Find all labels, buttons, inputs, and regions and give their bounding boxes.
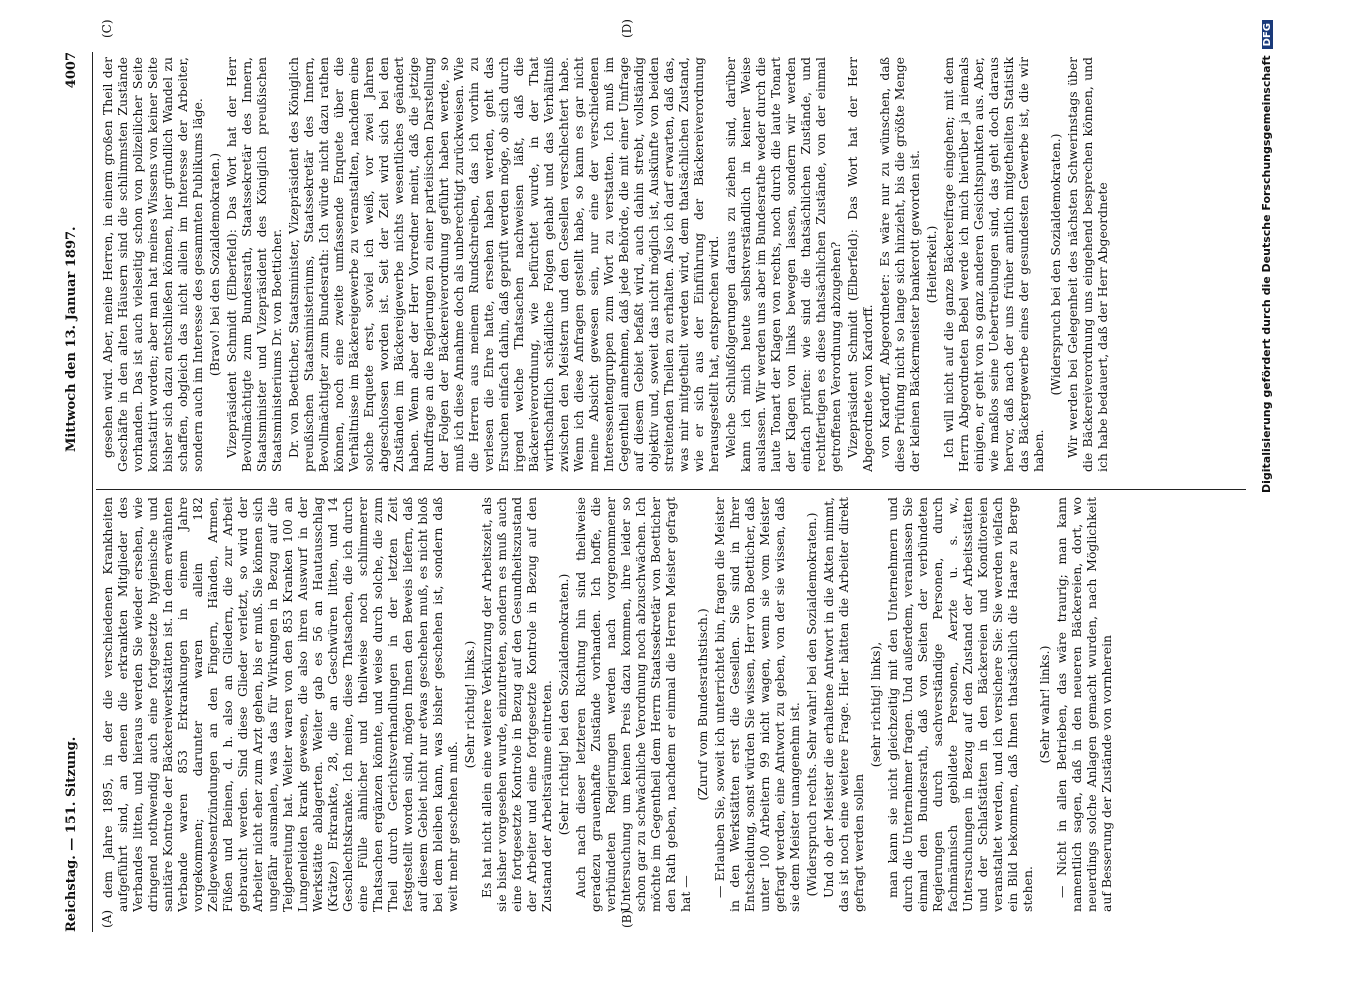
header-session: Reichstag. — 151. Sitzung. bbox=[64, 736, 79, 932]
paragraph: dem Jahre 1895, in der die verschiedenen Krankheiten aufgeführt sind, an denen die erkrankten Mitglieder des Verbandes litten, und hieraus werden Sie wieder ersehen, wie dringend nothwendig auch eine fortgesetzte hygienische und sanitäre Kontrole der Bäckereiwerkstätten ist. In dem erwähnten Verbande waren 853 Erkrankungen in einem Jahre vorgekommen; darunter waren allein 182 Zellgewebsentzündungen an den Fingern, Händen, Armen, Füßen und Beinen, d. h. also an Gliedern, die zur Arbeit gebraucht werden. Sind diese Glieder verletzt, so wird der Arbeiter nicht eher zum Arzt gehen, bis er muß. Sie können sich ungefähr ausmalen, was das für Wirkungen in Bezug auf die Teigbereitung hat. Weiter waren von den 853 Kranken 100 an Lungenleiden krank gewesen, die also ihren Auswurf in der Werkstätte ablagerten. Weiter gab es 56 an Hautausschlag (Krätze) Erkrankte, 28, die an Geschwüren litten, und 14 Geschlechtskranke. Ich meine, diese Thatsachen, die ich durch eine Fülle ähnlicher und theilweise noch schlimmerer Thatsachen ergänzen könnte, und weise durch solche, die zum Theil durch Gerichtsverhandlungen in der letzten Zeit festgestellt worden sind, mögen Ihnen den Beweis liefern, daß auf diesem Gebiet nicht nur etwas geschehen muß, es nicht bloß bei dem bleiben kann, was bisher geschehen ist, sondern daß weit mehr geschehen muß. bbox=[100, 497, 460, 912]
paragraph: Wir werden bei Gelegenheit des nächsten Schwerinstags über die Bäckereiverordnung uns eingehend besprechen können, und ich habe bedauert, daß der Herr Abgeordnete bbox=[1065, 57, 1110, 472]
paragraph: Dr. von Boetticher, Staatsminister, Vizepräsident des Königlich preußischen Staatsministeriums, Staatssekretär des Innern, Bevollmächtigter zum Bundesrath: Ich würde nicht dazu rathen können, noch eine zweite umfassende Enquete über die Verhältnisse im Bäckereigewerbe zu veranstalten, nachdem eine solche Enquete erst, soviel ich weiß, vor zwei Jahren abgeschlossen worden ist. Seit der Zeit wird sich bei den Zuständen im Bäckereigewerbe nichts wesentliches geändert haben. Wenn aber der Herr Vorredner meint, daß die jetzige Rundfrage an die Regierungen zu einer parteiischen Darstellung der Folgen der Bäckereiverordnung geführt haben werde, so muß ich diese Annahme doch als unberechtigt zurückweisen. Wie die Herren aus meinem Rundschreiben, das ich vorhin zu verlesen die Ehre hatte, ersehen haben werden, geht das Ersuchen einfach dahin, daß geprüft werden möge, ob sich durch irgend welche Thatsachen nachweisen läßt, daß die Bäckereiverordnung, wie befürchtet wurde, in der That wirthschaftlich schädliche Folgen gehabt und das Verhältniß zwischen den Meistern und den Gesellen verschlechtert habe. Wenn ich diese Anfragen gestellt habe, so kann es gar nicht meine Absicht gewesen sein, nur eine der verschiedenen Interessentengruppen zum Wort zu verstatten. Ich muß im Gegentheil annehmen, daß jede Behörde, die mit einer Umfrage auf diesem Gebiet befaßt wird, auch dahin strebt, vollständig objektiv und, soweit das nicht möglich ist, Auskünfte von beiden streitenden Theilen zu erhalten. Also ich darf erwarten, daß das, was mir mitgetheilt werden wird, dem thatsächlichen Zustand, wie er sich aus der Einführung der Bäckereiverordnung herausgestellt hat, entsprechen wird. bbox=[286, 57, 721, 472]
interjection: (Sehr wahr! links.) bbox=[1037, 645, 1052, 764]
header-page-number: 4007 bbox=[64, 52, 79, 89]
footer-text: Digitalisierung gefördert durch die Deutsche Forschungsgemeinschaft bbox=[1260, 55, 1273, 494]
page-header bbox=[58, 52, 88, 932]
digitization-footer bbox=[1260, 20, 1280, 900]
interjection: (Sehr richtig! bei den Sozialdemokraten.) bbox=[556, 573, 571, 836]
margin-mark-b: (B) bbox=[620, 909, 634, 928]
paragraph: Und ob der Meister die erhaltene Antwort in die Akten nimmt, das ist noch eine weitere Frage. Hier hätten die Arbeiter direkt gefragt werden sollen bbox=[821, 497, 866, 912]
paragraph: Ich will nicht auf die ganze Bäckereifrage eingehen; mit dem Herrn Abgeordneten Bebel werde ich mich hierüber ja niemals einigen, er geht von so ganz anderen Gesichtspunkten aus. Aber, wie maßlos seine Uebertreibungen sind, das geht doch daraus hervor, daß nach der uns früher amtlich mitgetheilten Statistik das Bäckergewerbe eines der gesundesten Gewerbe ist, die wir haben. bbox=[941, 57, 1046, 472]
paragraph: gesehen wird. Aber, meine Herren, in einem großen Theil der Geschäfte in den alten Häusern sind die schlimmsten Zustände vorhanden. Das ist auch vielseitig schon von polizeilicher Seite konstatirt worden; aber man hat meines Wissens von keiner Seite bisher sich dazu entschließen können, hier gründlich Wandel zu schaffen, obgleich das nicht allein im Interesse der Arbeiter, sondern auch im Interesse des gesammten Publikums läge. bbox=[100, 57, 205, 472]
paragraph: Welche Schlußfolgerungen daraus zu ziehen sind, darüber kann ich mich heute selbstverständlich in keiner Weise auslassen. Wir werden uns aber im Bundesrathe weder durch die laute Tonart der Klagen von rechts, noch durch die laute Tonart der Klagen von links bewegen lassen, sondern wir werden einfach prüfen: wie sind die thatsächlichen Zustände, und rechtfertigen es diese thatsächlichen Zustände, von der einmal getroffenen Verordnung abzugehen? bbox=[723, 57, 843, 472]
right-column bbox=[100, 57, 1240, 472]
interjection: (Heiterkeit.) bbox=[924, 225, 939, 304]
interjection: (Zuruf vom Bundesrathstisch.) bbox=[695, 608, 710, 801]
left-column bbox=[100, 497, 1240, 912]
margin-mark-a: (A) bbox=[100, 909, 114, 928]
paragraph: Vizepräsident Schmidt (Elberfeld): Das Wort hat der Herr Bevollmächtigte zum Bundesrath, Staatssekretär des Innern, Staatsminister und Vizepräsident des Königlich preußischen Staatsministeriums Dr. von Boetticher. bbox=[224, 57, 284, 472]
interjection: (Sehr richtig! links.) bbox=[462, 640, 477, 769]
header-rule bbox=[92, 52, 93, 932]
paragraph: — Erlauben Sie, soweit ich unterrichtet bin, fragen die Meister in den Werkstätten erst die Gesellen. Sie sind in Ihrer Entscheidung, sonst würden Sie wissen, Herr von Boetticher, daß unter 100 Arbeitern 99 nicht wagen, wenn sie vom Meister gefragt werden, eine Antwort zu geben, von der sie wissen, daß sie dem Meister unangenehm ist. bbox=[712, 497, 802, 912]
margin-mark-c: (C) bbox=[100, 19, 114, 38]
paragraph: von Kardorff, Abgeordneter: Es wäre nur zu wünschen, daß diese Prüfung nicht so lange sich hinzieht, bis die größte Menge der kleinen Bäckermeister bankerott geworden ist. bbox=[877, 57, 922, 472]
column-separator bbox=[96, 489, 1246, 490]
paragraph: — Nicht in allen Betrieben, das wäre traurig; man kann namentlich sagen, daß in den neueren Bäckereien, dort, wo neuerdings solche Anlagen gemacht wurden, nach Möglichkeit auf Besserung der Zustände von vornherein bbox=[1054, 497, 1114, 912]
paragraph: Vizepräsident Schmidt (Elberfeld): Das Wort hat der Herr Abgeordnete von Kardorff. bbox=[845, 57, 875, 472]
paragraph: Auch nach dieser letzteren Richtung hin sind theilweise geradezu grauenhafte Zustände vorhanden. Ich hoffe, die verbündeten Regierungen werden nach vorgenommener Untersuchung um keinen Preis dazu kommen, ihre leider so schon gar zu schwächliche Verordnung noch abzuschwächen. Ich möchte im Gegentheil dem Herrn Staatssekretär von Boetticher den Rath geben, nachdem er einmal die Herren Meister gefragt hat — bbox=[573, 497, 693, 912]
paragraph: Es hat nicht allein eine weitere Verkürzung der Arbeitszeit, als sie bisher vorgesehen wurde, einzutreten, sondern es muß auch eine fortgesetzte Kontrole in Bezug auf den Gesundheitszustand der Arbeiter und eine fortgesetzte Kontrole in Bezug auf den Zustand der Arbeitsräume eintreten. bbox=[479, 497, 554, 912]
interjection: (Widerspruch bei den Sozialdemokraten.) bbox=[1048, 133, 1063, 396]
interjection: (Widerspruch rechts. Sehr wahr! bei den Sozialdemokraten.) bbox=[804, 512, 819, 897]
margin-mark-d: (D) bbox=[620, 19, 634, 38]
paragraph: man kann sie nicht gleichzeitig mit den Unternehmern und durch die Unternehmer fragen. Und außerdem, veranlassen Sie einmal den Bundesrath, daß von Seiten der verbündeten Regierungen durch sachverständige Personen, durch fachmännisch gebildete Personen, Aerzte u. s. w., Untersuchungen in Bezug auf den Zustand der Arbeitsstätten und der Schlafstätten in den Bäckereien und Konditoreien veranstaltet werden, und ich versichere Sie: Sie werden vielfach ein Bild bekommen, daß Ihnen thatsächlich die Haare zu Berge stehen. bbox=[885, 497, 1035, 912]
header-date: Mittwoch den 13. Januar 1897. bbox=[64, 226, 79, 452]
dfg-logo: DFG bbox=[1262, 20, 1273, 49]
interjection: (sehr richtig! links), bbox=[868, 641, 883, 768]
interjection: (Bravo! bei den Sozialdemokraten.) bbox=[207, 152, 222, 377]
